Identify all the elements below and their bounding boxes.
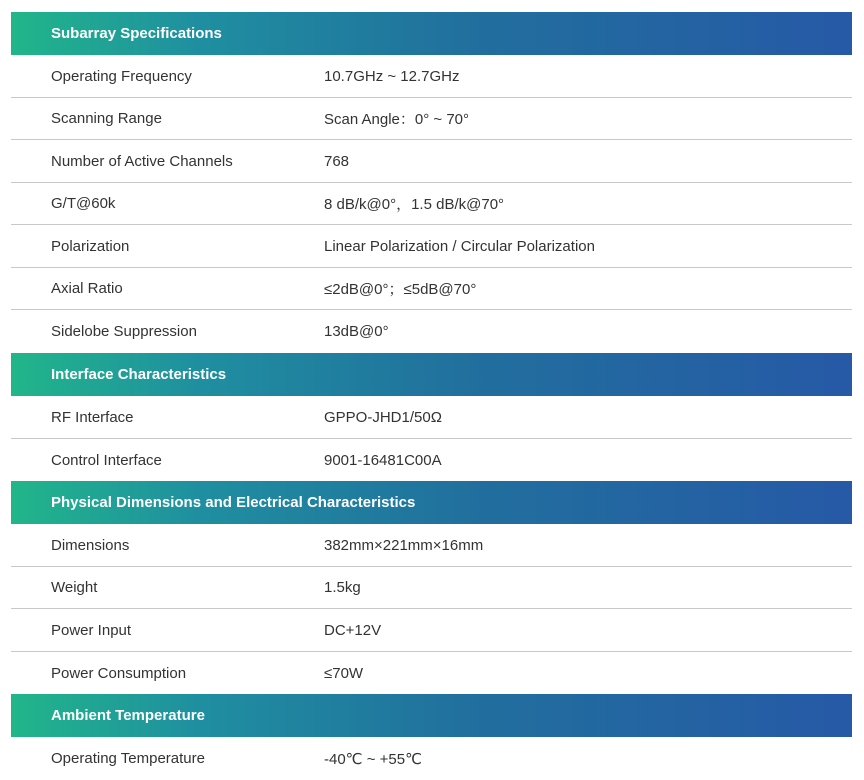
- table-row: [11, 98, 852, 140]
- table-row: [11, 396, 852, 439]
- section-title: Subarray Specifications: [51, 25, 222, 42]
- table-row: [11, 652, 852, 694]
- row-label: Dimensions: [51, 536, 130, 554]
- row-label: Number of Active Channels: [51, 152, 233, 170]
- row-label: Power Consumption: [51, 664, 187, 682]
- row-label: G/T@60k: [51, 195, 116, 212]
- row-label: Sidelobe Suppression: [51, 323, 197, 340]
- row-value: 10.7GHz ~ 12.7GHz: [324, 67, 460, 85]
- row-value: ≤2dB@0°；≤5dB@70°: [324, 281, 477, 298]
- table-row: [11, 567, 852, 609]
- row-label: Operating Frequency: [51, 67, 192, 85]
- table-row: [11, 439, 852, 481]
- row-value: 13dB@0°: [324, 323, 389, 340]
- row-value: GPPO-JHD1/50Ω: [324, 408, 442, 426]
- spec-table: [11, 12, 852, 780]
- row-value: Linear Polarization / Circular Polarization: [324, 237, 595, 255]
- table-row: [11, 310, 852, 353]
- table-row: [11, 268, 852, 310]
- row-label: Scanning Range: [51, 110, 162, 127]
- row-value: 8 dB/k@0°，1.5 dB/k@70°: [324, 196, 505, 213]
- table-row: [11, 55, 852, 98]
- row-value: 1.5kg: [324, 579, 361, 596]
- row-value: 382mm×221mm×16mm: [324, 536, 484, 554]
- row-value: Scan Angle：0° ~ 70°: [324, 111, 470, 128]
- section-header-ambient-temperature: [11, 694, 852, 737]
- section-title: Interface Characteristics: [51, 366, 227, 383]
- row-value: 768: [324, 152, 350, 170]
- row-label: Polarization: [51, 237, 130, 255]
- table-row: [11, 140, 852, 183]
- row-value: -40℃ ~ +55℃: [324, 750, 422, 768]
- row-label: Operating Temperature: [51, 750, 205, 767]
- section-header-subarray-specifications: [11, 12, 852, 55]
- section-title: Ambient Temperature: [51, 707, 205, 724]
- section-header-interface-characteristics: [11, 353, 852, 396]
- section-title: Physical Dimensions and Electrical Characteristics: [51, 494, 416, 511]
- row-label: RF Interface: [51, 408, 134, 426]
- row-label: Control Interface: [51, 451, 162, 469]
- row-value: ≤70W: [324, 664, 364, 682]
- table-row: [11, 609, 852, 652]
- row-label: Axial Ratio: [51, 280, 123, 297]
- row-label: Power Input: [51, 621, 132, 639]
- table-row: [11, 524, 852, 567]
- table-row: [11, 737, 852, 780]
- section-header-physical-dimensions: [11, 481, 852, 524]
- table-row: [11, 225, 852, 268]
- row-value: DC+12V: [324, 621, 382, 639]
- table-row: [11, 183, 852, 225]
- row-value: 9001-16481C00A: [324, 451, 442, 469]
- row-label: Weight: [51, 579, 98, 596]
